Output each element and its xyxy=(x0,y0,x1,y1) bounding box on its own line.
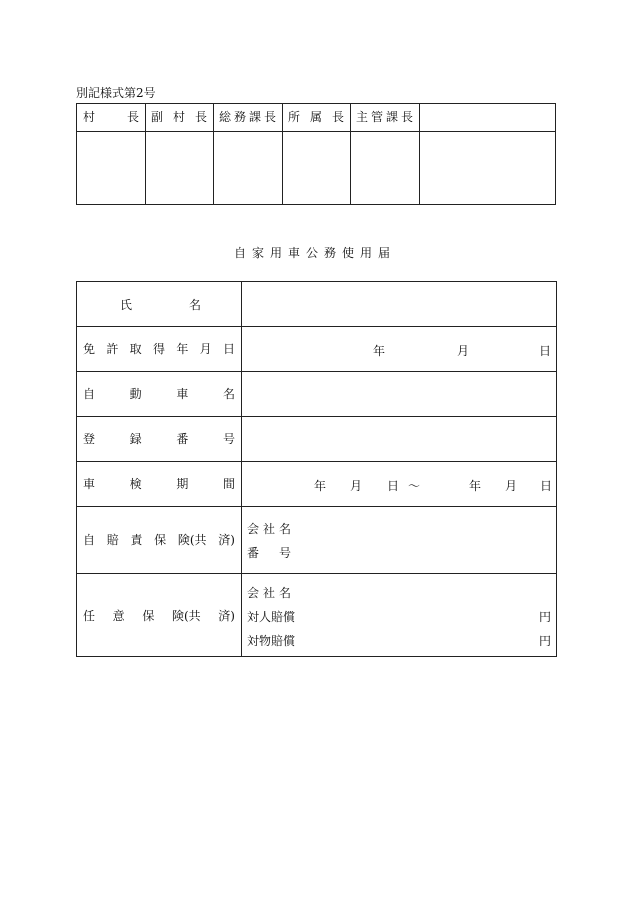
divider xyxy=(419,104,420,204)
label-char: 責 xyxy=(130,533,143,547)
label-char: 自 xyxy=(83,387,96,401)
label-voluntary-insurance xyxy=(77,573,241,657)
label-char: 自 xyxy=(83,533,96,547)
header-general-affairs-chief: 総 務 課 長 xyxy=(219,110,276,124)
inspection-start-year: 年 xyxy=(314,479,327,493)
label-registration-number xyxy=(77,416,241,461)
label-char: 許 xyxy=(106,342,119,356)
header-village-mayor: 村 長 xyxy=(83,110,139,124)
label-char: 得 xyxy=(152,342,165,356)
header-department-head: 所 属 長 xyxy=(288,110,344,124)
inspection-end-month: 月 xyxy=(505,479,518,493)
label-name xyxy=(77,282,241,326)
inspection-tilde: 〜 xyxy=(408,479,421,493)
bodily-injury-yen: 円 xyxy=(539,610,552,624)
inspection-start-day: 日 xyxy=(387,479,400,493)
label-char: 番 xyxy=(176,432,189,446)
label-char: 保 xyxy=(154,533,167,547)
label-char: 年 xyxy=(176,342,189,356)
compulsory-company-label: 会社名 xyxy=(247,522,296,536)
label-char: 名 xyxy=(222,387,235,401)
approval-stamp-table xyxy=(76,103,556,205)
label-char: 取 xyxy=(129,342,142,356)
label-license-date xyxy=(77,326,241,371)
label-char: 登 xyxy=(83,432,96,446)
compulsory-number-label: 番号 xyxy=(247,546,312,560)
property-damage-yen: 円 xyxy=(539,634,552,648)
label-char: 氏 xyxy=(120,297,133,312)
label-char: 検 xyxy=(129,477,142,491)
license-year: 年 xyxy=(373,344,386,358)
header-supervising-chief: 主 管 課 長 xyxy=(356,110,413,124)
main-form-table xyxy=(76,281,557,657)
label-char: 動 xyxy=(129,387,142,401)
label-char: 険(共 xyxy=(177,533,207,547)
property-damage-label: 対物賠償 xyxy=(247,634,296,648)
label-compulsory-insurance xyxy=(77,506,241,573)
divider xyxy=(241,282,242,656)
label-char: 済) xyxy=(218,533,235,547)
document-title: 自家用車公務使用届 xyxy=(233,246,396,260)
license-day: 日 xyxy=(539,344,552,358)
label-char: 録 xyxy=(129,432,142,446)
label-char: 車 xyxy=(176,387,189,401)
label-char: 険(共 xyxy=(171,608,201,623)
label-char: 間 xyxy=(222,477,235,491)
label-char: 賠 xyxy=(106,533,119,547)
label-car-name xyxy=(77,371,241,416)
label-char: 免 xyxy=(83,342,96,356)
voluntary-company-label: 会社名 xyxy=(247,586,296,600)
label-char: 名 xyxy=(188,297,201,312)
label-char: 期 xyxy=(176,477,189,491)
label-inspection-period xyxy=(77,461,241,506)
form-number: 別記様式第2号 xyxy=(76,86,156,100)
label-char: 月 xyxy=(199,342,212,356)
label-char: 号 xyxy=(222,432,235,446)
inspection-end-year: 年 xyxy=(469,479,482,493)
label-char: 任 xyxy=(83,608,96,623)
bodily-injury-label: 対人賠償 xyxy=(247,610,296,624)
header-deputy-mayor: 副 村 長 xyxy=(151,110,207,124)
divider xyxy=(77,131,555,132)
inspection-start-month: 月 xyxy=(350,479,363,493)
label-char: 日 xyxy=(222,342,235,356)
inspection-end-day: 日 xyxy=(540,479,553,493)
label-char: 済) xyxy=(218,608,235,623)
label-char: 保 xyxy=(142,608,155,623)
label-char: 意 xyxy=(112,608,125,623)
license-month: 月 xyxy=(457,344,470,358)
label-char: 車 xyxy=(83,477,96,491)
